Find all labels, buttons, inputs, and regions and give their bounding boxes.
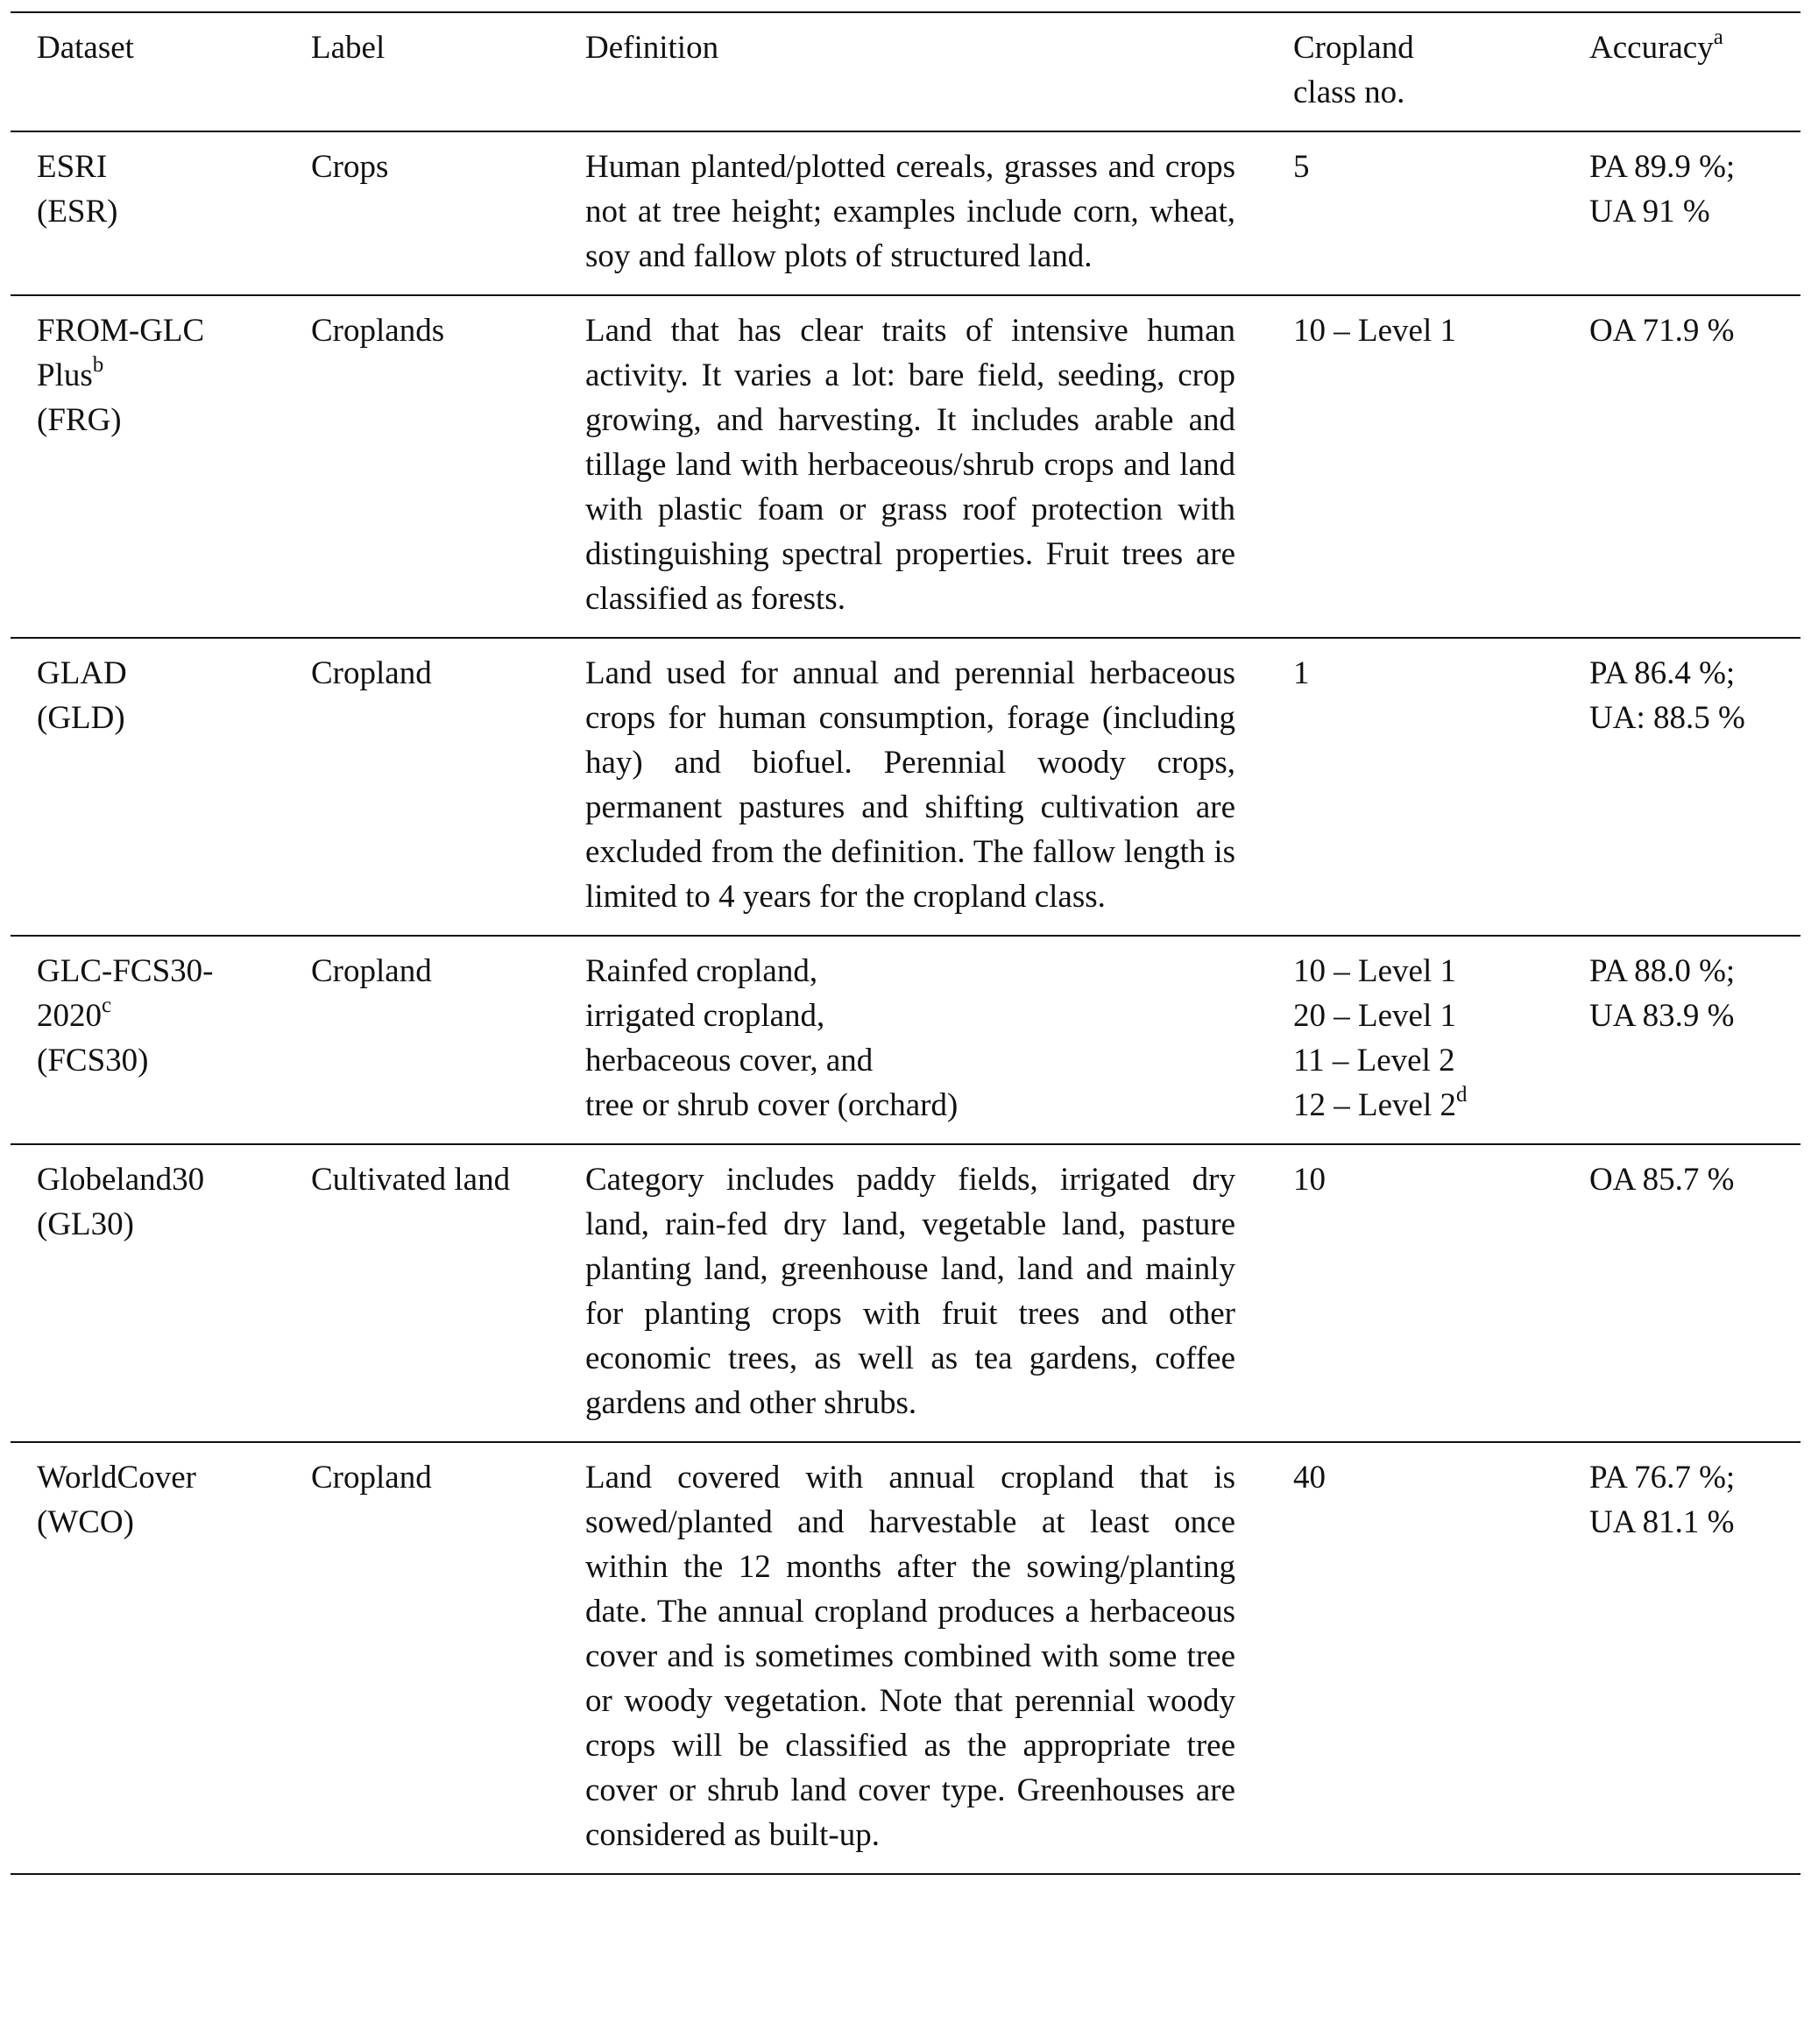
cell-dataset [11, 1144, 285, 1442]
dataset-name: FROM-GLC [37, 313, 205, 349]
cell-label: Cropland [311, 953, 432, 989]
table-row [11, 638, 1800, 936]
header-label: Label [311, 30, 386, 66]
definition-line: irrigated cropland, [585, 998, 825, 1034]
accuracy-value: UA: 88.5 % [1589, 700, 1745, 736]
footnote-marker-d: d [1455, 1082, 1468, 1107]
dataset-abbrev: (GL30) [37, 1206, 134, 1242]
header-definition: Definition [585, 30, 719, 66]
cell-accuracy [1563, 1442, 1800, 1874]
accuracy-value: OA 85.7 % [1589, 1162, 1735, 1198]
accuracy-value: PA 86.4 %; [1589, 655, 1736, 691]
table-row [11, 1144, 1800, 1442]
dataset-name-part: Plus [37, 357, 93, 393]
accuracy-value: UA 83.9 % [1589, 998, 1735, 1034]
cropland-definitions-table [11, 11, 1800, 1875]
cell-dataset [11, 638, 285, 936]
dataset-abbrev: (ESR) [37, 194, 118, 230]
footnote-marker-c: c [102, 993, 112, 1017]
accuracy-value: UA 91 % [1589, 194, 1710, 230]
cell-label: Cropland [311, 655, 432, 691]
class-value: 10 – Level 1 [1293, 313, 1456, 349]
cell-accuracy [1563, 131, 1800, 295]
class-value: 40 [1293, 1460, 1326, 1496]
dataset-abbrev: (FCS30) [37, 1043, 149, 1079]
class-value: 11 – Level 2 [1293, 1043, 1455, 1079]
header-accuracy [1563, 12, 1800, 131]
header-cropland-class [1267, 12, 1563, 131]
accuracy-value: UA 81.1 % [1589, 1504, 1735, 1540]
class-value: 12 – Level 2 [1293, 1087, 1456, 1123]
dataset-name-cont [37, 994, 271, 1038]
dataset-name: WorldCover [37, 1460, 196, 1496]
dataset-name-part: 2020 [37, 998, 102, 1034]
cell-label: Croplands [311, 313, 445, 349]
cell-definition [559, 936, 1267, 1144]
class-value: 20 – Level 1 [1293, 998, 1456, 1034]
header-cropland-class-line1: Cropland [1293, 30, 1414, 66]
footnote-marker-a: a [1713, 25, 1723, 49]
dataset-name: ESRI [37, 149, 108, 185]
cell-class [1267, 1144, 1563, 1442]
table-header [11, 12, 1800, 131]
accuracy-value: PA 76.7 %; [1589, 1460, 1736, 1496]
table-row [11, 295, 1800, 638]
class-value: 1 [1293, 655, 1310, 691]
accuracy-value: OA 71.9 % [1589, 313, 1735, 349]
cell-class [1267, 295, 1563, 638]
cell-dataset [11, 131, 285, 295]
cell-accuracy [1563, 1144, 1800, 1442]
dataset-name: GLAD [37, 655, 127, 691]
cell-accuracy [1563, 936, 1800, 1144]
dataset-abbrev: (GLD) [37, 700, 125, 736]
dataset-abbrev: (FRG) [37, 402, 122, 438]
cell-class [1267, 936, 1563, 1144]
cell-label: Cultivated land [311, 1162, 511, 1198]
cell-label: Cropland [311, 1460, 432, 1496]
cell-label: Crops [311, 149, 389, 185]
table-page [11, 0, 1800, 1875]
cell-dataset [11, 1442, 285, 1874]
cell-class [1267, 1442, 1563, 1874]
accuracy-value: PA 89.9 %; [1589, 149, 1736, 185]
accuracy-value: PA 88.0 %; [1589, 953, 1736, 989]
header-cropland-class-line2: class no. [1293, 74, 1405, 110]
header-row [11, 12, 1800, 131]
cell-accuracy [1563, 638, 1800, 936]
table-body [11, 131, 1800, 1874]
cell-dataset [11, 295, 285, 638]
dataset-abbrev: (WCO) [37, 1504, 134, 1540]
class-value-cont [1293, 1083, 1549, 1128]
table-row [11, 131, 1800, 295]
cell-accuracy [1563, 295, 1800, 638]
footnote-marker-b: b [92, 352, 104, 377]
definition-line: herbaceous cover, and [585, 1043, 874, 1079]
class-value: 10 – Level 1 [1293, 953, 1456, 989]
dataset-name: Globeland30 [37, 1162, 205, 1198]
dataset-name-cont [37, 353, 271, 398]
definition-line: tree or shrub cover (orchard) [585, 1087, 959, 1123]
cell-definition: Land that has clear traits of intensive human activity. It varies a lot: bare field, seeding, crop growing, and harvesting. It includes arable and tillage land with herbaceous/shrub crops and land with plastic foam or grass roof protection with distinguishing spectral properties. Fruit trees are classified as forests. [585, 313, 1235, 617]
cell-definition: Category includes paddy fields, irrigated dry land, rain-fed dry land, vegetable land, pasture planting land, greenhouse land, land and mainly for planting crops with fruit trees and other economic trees, as well as tea gardens, coffee gardens and other shrubs. [585, 1162, 1235, 1421]
dataset-name: GLC-FCS30- [37, 953, 214, 989]
cell-class [1267, 131, 1563, 295]
definition-line: Rainfed cropland, [585, 953, 818, 989]
table-row [11, 936, 1800, 1144]
header-accuracy-text: Accuracy [1589, 30, 1714, 66]
cell-definition: Land covered with annual cropland that is sowed/planted and harvestable at least once within the 12 months after the sowing/planting date. The annual cropland produces a herbaceous cover and is sometimes combined with some tree or woody vegetation. Note that perennial woody crops will be classified as the appropriate tree cover or shrub land cover type. Greenhouses are considered as built-up. [585, 1460, 1235, 1853]
class-value: 5 [1293, 149, 1310, 185]
cell-definition: Land used for annual and perennial herbaceous crops for human consumption, forage (including hay) and biofuel. Perennial woody crops, permanent pastures and shifting cultivation are excluded from the definition. The fallow length is limited to 4 years for the cropland class. [585, 655, 1235, 915]
cell-dataset [11, 936, 285, 1144]
cell-definition: Human planted/plotted cereals, grasses and crops not at tree height; examples include corn, wheat, soy and fallow plots of structured land. [585, 149, 1235, 274]
cell-class [1267, 638, 1563, 936]
header-dataset: Dataset [37, 30, 134, 66]
table-row [11, 1442, 1800, 1874]
class-value: 10 [1293, 1162, 1326, 1198]
